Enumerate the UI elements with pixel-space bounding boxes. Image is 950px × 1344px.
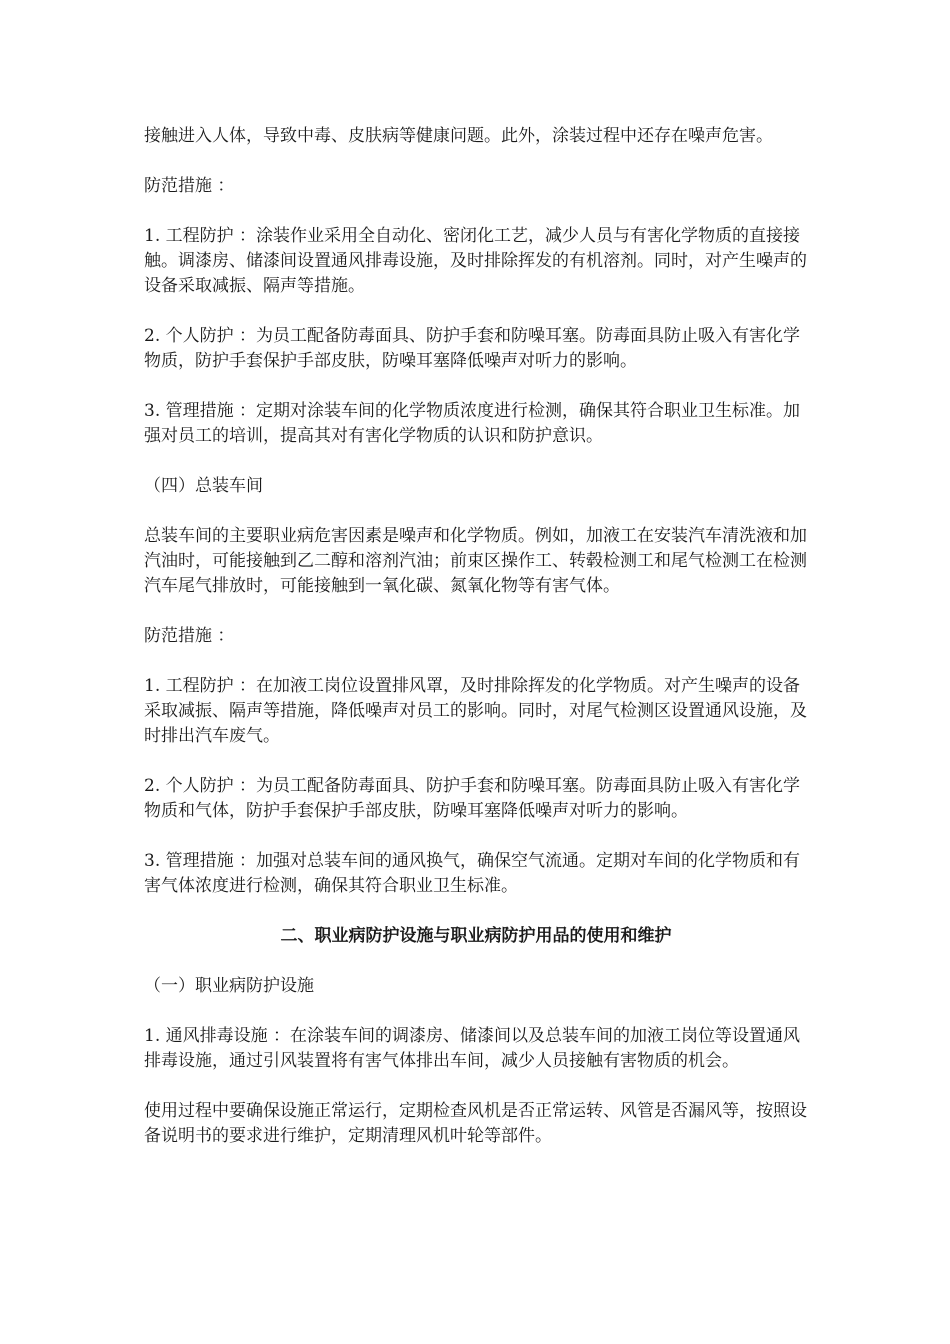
- paragraph-measures-label: 防范措施 ：: [144, 176, 235, 196]
- chapter-heading-protection-facilities: 二、职业病防护设施与职业病防护用品的使用和维护: [280, 926, 672, 946]
- paragraph-painting-hazards-cont: 接触进入人体，导致中毒、皮肤病等健康问题。此外，涂装过程中还存在噪声危害。: [144, 126, 773, 146]
- paragraph-assembly-hazards: 总装车间的主要职业病危害因素是噪声和化学物质。例如，加液工在安装汽车清洗液和加汽油时，可能接触到乙二醇和溶剂汽油；前束区操作工、转毂检测工和尾气检测工在检测汽车尾气排放时，可能接触到一氧化碳、氮氧化物等有害气体。: [144, 526, 807, 596]
- paragraph-engineering-protection: 1. 工程防护 ：涂装作业采用全自动化、密闭化工艺，减少人员与有害化学物质的直接接触。调漆房、储漆间设置通风排毒设施，及时排除挥发的有机溶剂。同时，对产生噪声的设备采取减振、隔声等措施。: [144, 226, 807, 296]
- paragraph-measures-label: 防范措施 ：: [144, 626, 235, 646]
- paragraph-management-measures: 3. 管理措施 ：加强对总装车间的通风换气，确保空气流通。定期对车间的化学物质和有害气体浓度进行检测，确保其符合职业卫生标准。: [144, 851, 801, 896]
- paragraph-management-measures: 3. 管理措施 ：定期对涂装车间的化学物质浓度进行检测，确保其符合职业卫生标准。加强对员工的培训，提高其对有害化学物质的认识和防护意识。: [144, 401, 801, 446]
- section-heading-assembly-workshop: （四）总装车间: [144, 476, 263, 496]
- paragraph-personal-protection: 2. 个人防护 ：为员工配备防毒面具、防护手套和防噪耳塞。防毒面具防止吸入有害化学物质，防护手套保护手部皮肤，防噪耳塞降低噪声对听力的影响。: [144, 326, 801, 371]
- document-page: [144, 124, 808, 1174]
- paragraph-engineering-protection: 1. 工程防护 ：在加液工岗位设置排风罩，及时排除挥发的化学物质。对产生噪声的设备采取减振、隔声等措施，降低噪声对员工的影响。同时，对尾气检测区设置通风设施，及时排出汽车废气。: [144, 676, 807, 746]
- paragraph-ventilation-maintenance: 使用过程中要确保设施正常运行，定期检查风机是否正常运转、风管是否漏风等，按照设备说明书的要求进行维护，定期清理风机叶轮等部件。: [144, 1101, 807, 1146]
- section-heading-protection-facilities: （一）职业病防护设施: [144, 976, 314, 996]
- paragraph-personal-protection: 2. 个人防护 ：为员工配备防毒面具、防护手套和防噪耳塞。防毒面具防止吸入有害化学物质和气体，防护手套保护手部皮肤，防噪耳塞降低噪声对听力的影响。: [144, 776, 801, 821]
- paragraph-ventilation-facilities: 1. 通风排毒设施 ：在涂装车间的调漆房、储漆间以及总装车间的加液工岗位等设置通风排毒设施，通过引风装置将有害气体排出车间，减少人员接触有害物质的机会。: [144, 1026, 801, 1071]
